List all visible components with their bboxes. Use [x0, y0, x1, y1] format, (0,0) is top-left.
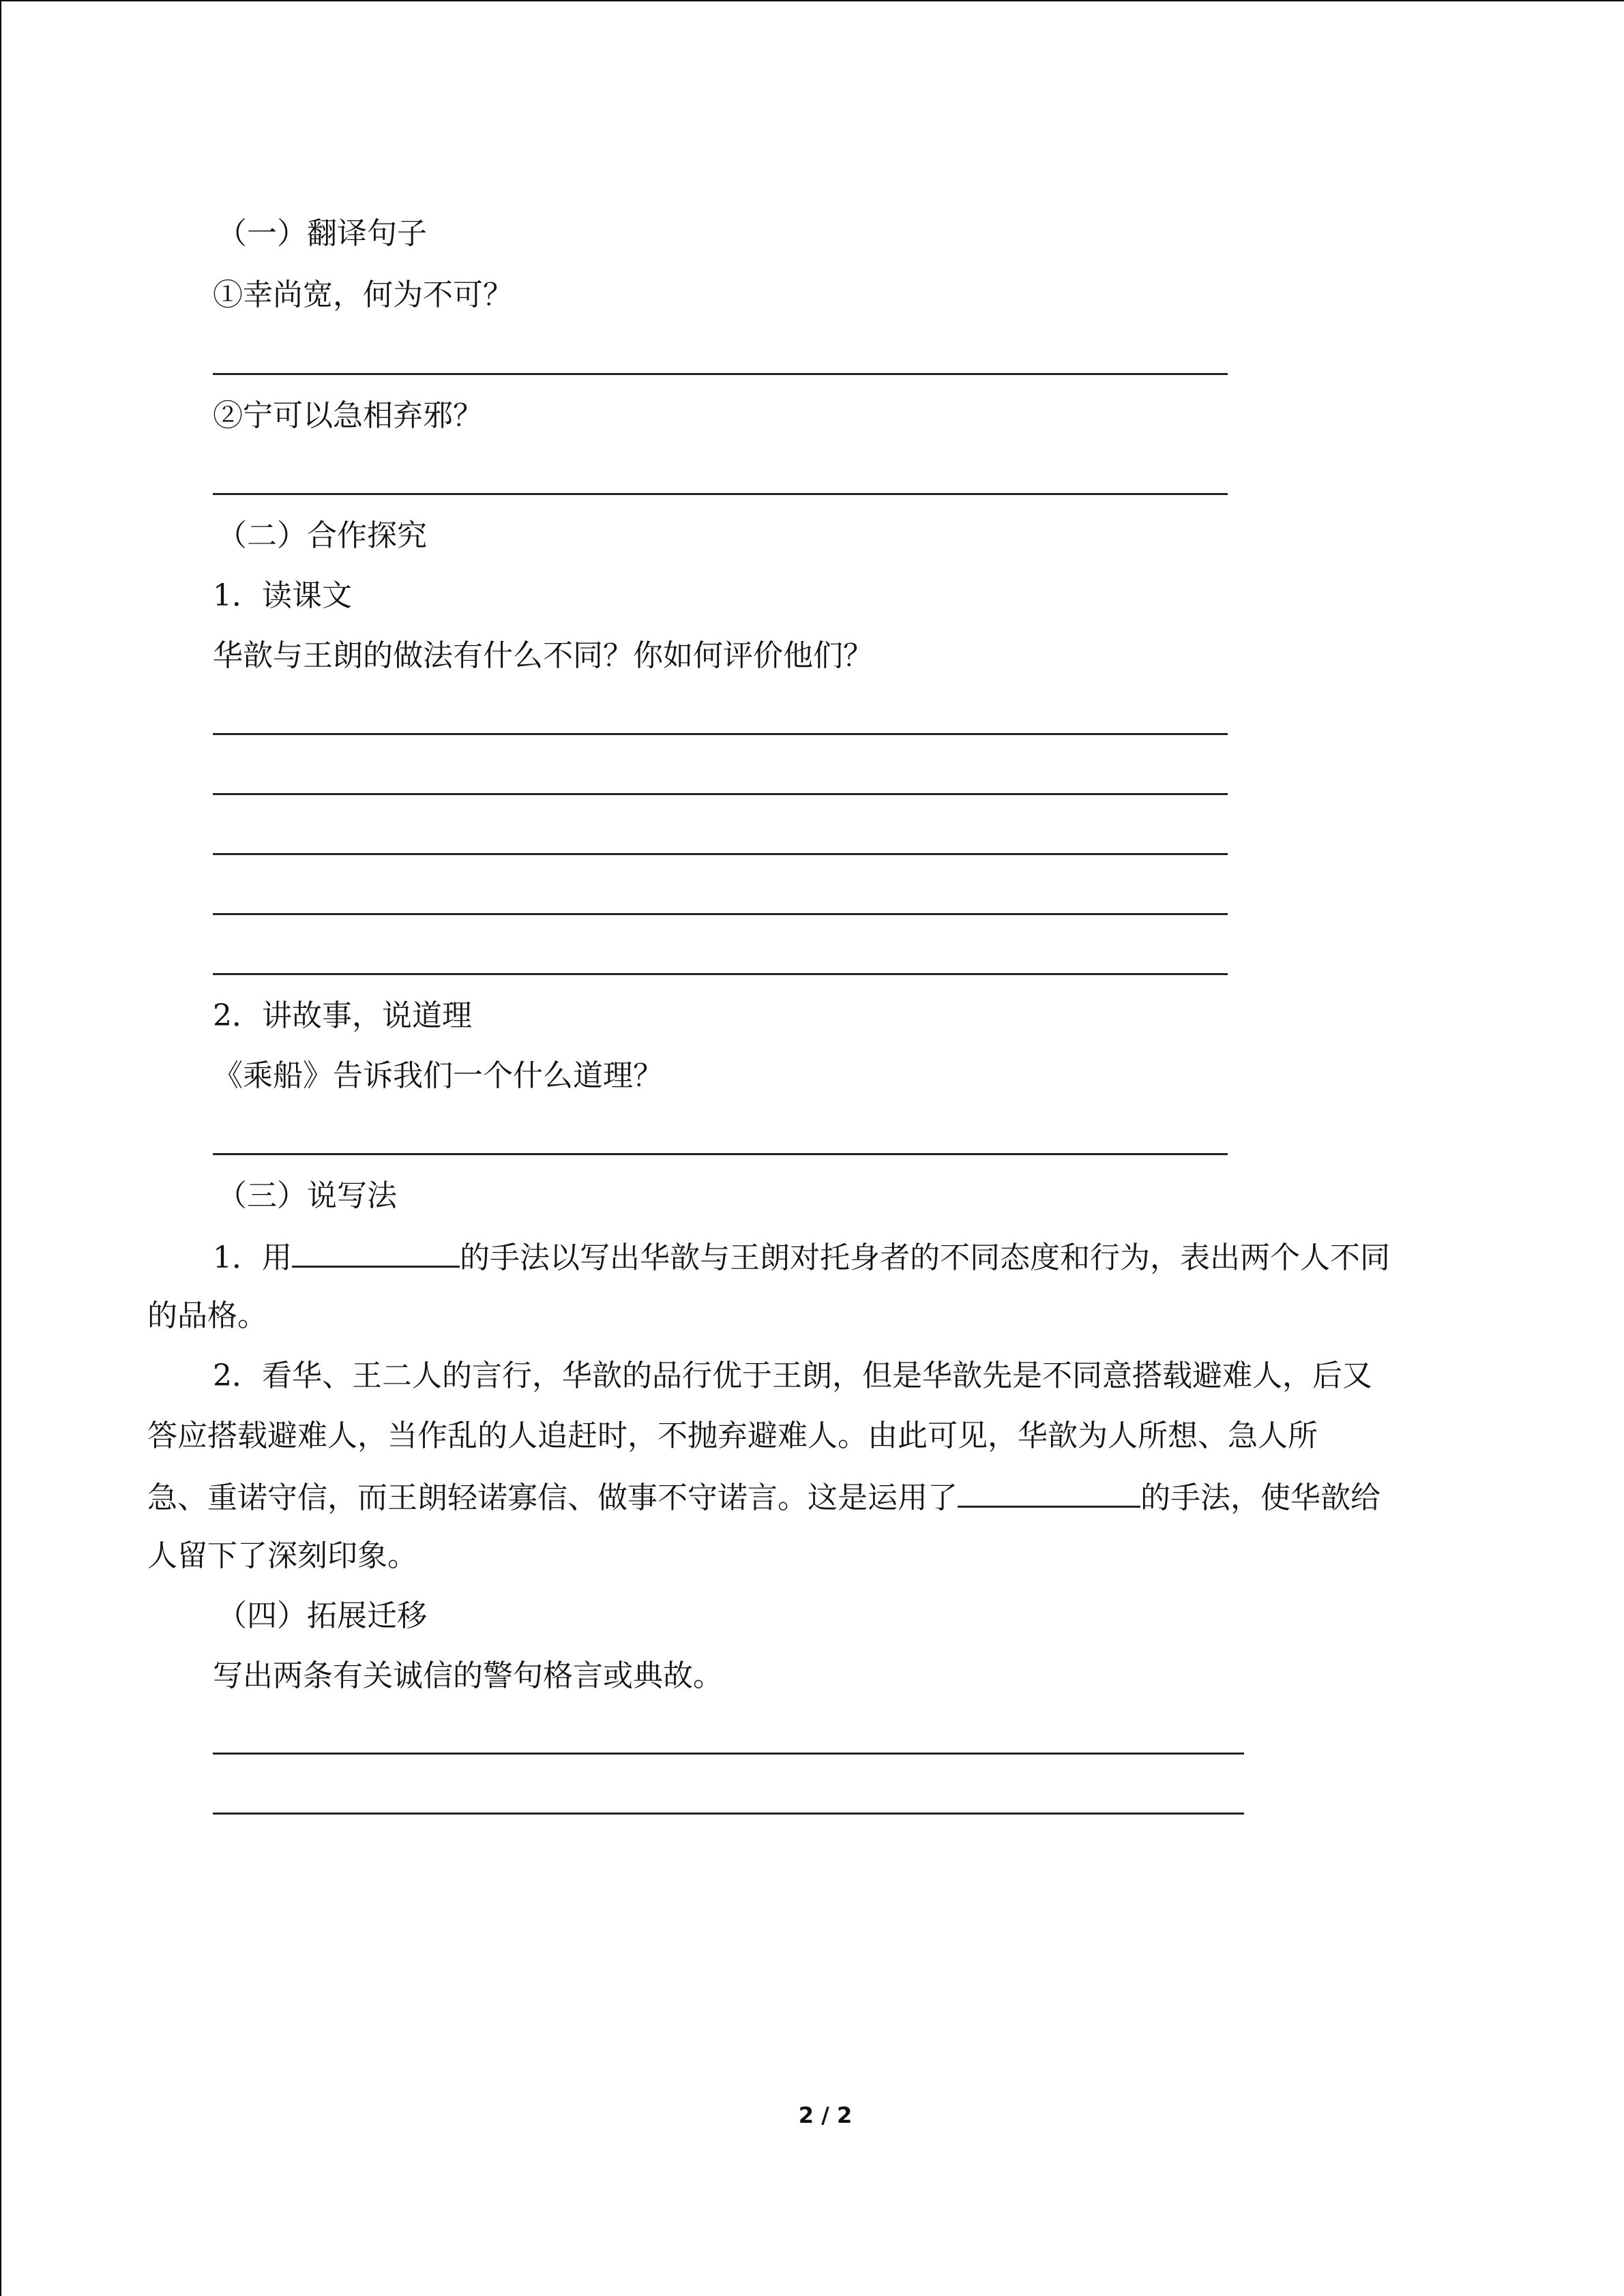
- answer-line[interactable]: [213, 493, 1228, 495]
- paragraph2-line2: 答应搭载避难人，当作乱的人追赶时，不抛弃避难人。由此可见，华歆为人所想、急人所: [147, 1418, 1318, 1453]
- answer-line[interactable]: [213, 853, 1228, 855]
- paragraph2-line3: [147, 1476, 1381, 1519]
- answer-line[interactable]: [213, 1153, 1228, 1155]
- paragraph1-start: 1．用: [213, 1240, 292, 1275]
- fill-in-blank[interactable]: [292, 1236, 460, 1268]
- answer-line[interactable]: [213, 973, 1228, 975]
- item2-question: 《乘船》告诉我们一个什么道理？: [213, 1058, 663, 1093]
- answer-line[interactable]: [213, 733, 1228, 735]
- translate-question-1: ①幸尚宽，何为不可？: [213, 278, 513, 312]
- answer-line[interactable]: [213, 793, 1228, 795]
- paragraph2-line3-end: 的手法，使华歆给: [1140, 1480, 1381, 1515]
- answer-line[interactable]: [213, 1813, 1244, 1815]
- paragraph2-line1: 2．看华、王二人的言行，华歆的品行优于王朗，但是华歆先是不同意搭载避难人，后又: [213, 1358, 1372, 1393]
- section3-paragraph1: [213, 1236, 1390, 1279]
- paragraph2-line4: 人留下了深刻印象。: [147, 1538, 417, 1573]
- answer-line[interactable]: [213, 1753, 1244, 1755]
- answer-line[interactable]: [213, 913, 1228, 915]
- fill-in-blank[interactable]: [958, 1476, 1140, 1508]
- paragraph2-line3-start: 急、重诺守信，而王朗轻诺寡信、做事不守诺言。这是运用了: [147, 1480, 958, 1515]
- section4-heading: （四）拓展迁移: [217, 1598, 427, 1633]
- item2-title: 2．讲故事，说道理: [213, 998, 472, 1033]
- section4-question: 写出两条有关诚信的警句格言或典故。: [213, 1658, 723, 1693]
- section3-heading: （三）说写法: [217, 1178, 397, 1213]
- section2-heading: （二）合作探究: [217, 518, 427, 553]
- answer-line[interactable]: [213, 373, 1228, 375]
- paragraph1-continuation: 的品格。: [147, 1298, 267, 1333]
- section1-heading: （一）翻译句子: [217, 216, 427, 251]
- page-number: 2 / 2: [798, 2102, 853, 2128]
- paragraph1-end: 的手法以写出华歆与王朗对托身者的不同态度和行为，表出两个人不同: [460, 1240, 1390, 1275]
- item1-title: 1．读课文: [213, 578, 352, 613]
- translate-question-2: ②宁可以急相弃邪？: [213, 398, 483, 433]
- item1-question: 华歆与王朗的做法有什么不同？你如何评价他们？: [213, 638, 873, 673]
